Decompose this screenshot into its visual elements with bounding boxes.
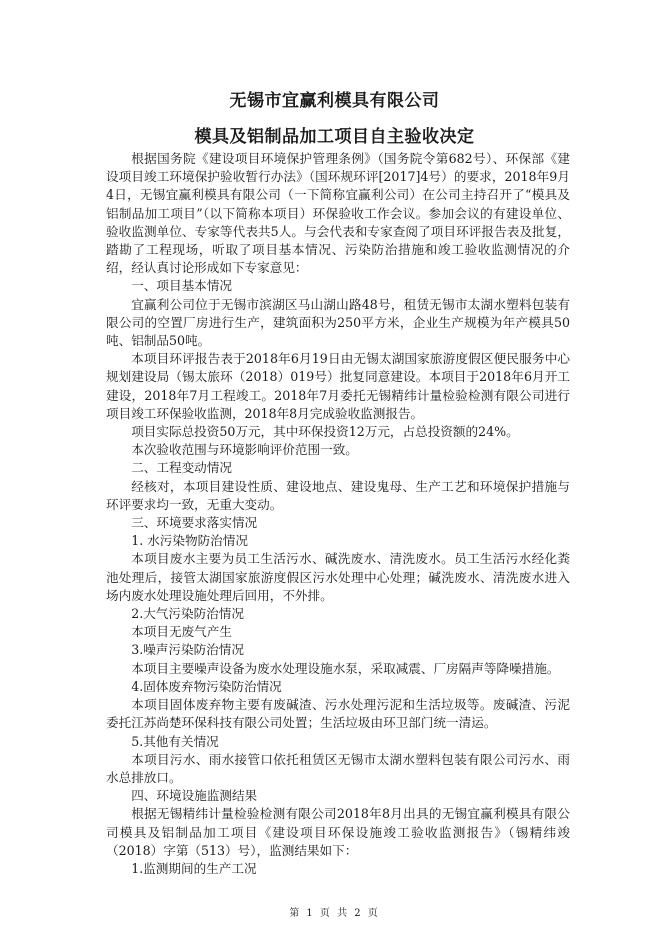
document-title: 无锡市宜赢利模具有限公司 (229, 91, 440, 111)
paragraph: 本项目主要噪声设备为废水处理设施水泵，采取减震、厂房隔声等降噪措施。 (131, 660, 560, 676)
paragraph: 4.固体废弃物污染防治情况 (131, 678, 282, 694)
paragraph: 根据无锡精纬计量检验检测有限公司2018年8月出具的无锡宜赢利模具有限公司模具及铝制品加工项目《建设项目环保设施竣工验收监测报告》（锡精纬竣（2018）字第（513）号），监测结果如下： (106, 806, 570, 858)
paragraph: 三、环境要求落实情况 (131, 515, 258, 531)
paragraph: 宜赢利公司位于无锡市滨湖区马山湖山路48号，租赁无锡市太湖水塑料包装有限公司的空置厂房进行生产，建筑面积为250平方米，企业生产规模为年产模具50吨、铝制品50吨。 (106, 296, 570, 349)
paragraph: 本次验收范围与环境影响评价范围一致。 (131, 442, 358, 458)
paragraph: 根据国务院《建设项目环境保护管理条例》（国务院令第682号）、环保部《建设项目竣工环境保护验收暂行办法》（国环规环评[2017]4号）的要求，2018年9月4日，无锡宜赢利模具有限公司（一下简称宜赢利公司）在公司主持召开了“模具及铝制品加工项目”（以下简称本项目）环保验收工作会议。参加会议的有建设单位、验收监测单位、专家等代表共5人。与会代表和专家查阅了项目环评报告表及批复，踏勘了工程现场，听取了项目基本情况、污染防治措施和竣工验收监测情况的介绍，经认真讨论形成如下专家意见： (106, 151, 570, 276)
paragraph: 5.其他有关情况 (131, 733, 219, 749)
paragraph: 1.监测期间的生产工况 (131, 860, 257, 876)
paragraph: 本项目废水主要为员工生活污水、碱洗废水、清洗废水。员工生活污水经化粪池处理后，接管太湖国家旅游度假区污水处理中心处理；碱洗废水、清洗废水进入场内废水处理设施处理后回用，不外排。 (106, 551, 570, 603)
paragraph: 项目实际总投资50万元，其中环保投资12万元，占总投资额的24%。 (131, 424, 519, 440)
paragraph: 1. 水污染物防治情况 (131, 533, 248, 549)
paragraph: 经核对，本项目建设性质、建设地点、建设鬼母、生产工艺和环境保护措施与环评要求均一致，无重大变动。 (106, 478, 570, 512)
document-subtitle: 模具及铝制品加工项目自主验收决定 (194, 127, 475, 147)
paragraph: 一、项目基本情况 (131, 278, 232, 294)
paragraph: 二、工程变动情况 (131, 460, 232, 476)
paragraph: 3.噪声污染防治情况 (131, 642, 244, 658)
paragraph: 四、环境设施监测结果 (131, 788, 258, 804)
paragraph: 本项目无废气产生 (131, 624, 232, 640)
document-body (106, 150, 570, 878)
paragraph: 2.大气污染防治情况 (131, 606, 244, 622)
paragraph: 本项目污水、雨水接管口依托租赁区无锡市太湖水塑料包装有限公司污水、雨水总排放口。 (106, 751, 570, 785)
paragraph: 本项目固体废弃物主要有废碱渣、污水处理污泥和生活垃圾等。废碱渣、污泥委托江苏尚楚环保科技有限公司处置；生活垃圾由环卫部门统一清运。 (106, 697, 570, 731)
paragraph: 本项目环评报告表于2018年6月19日由无锡太湖国家旅游度假区便民服务中心规划建设局（锡太旅环（2018）019号）批复同意建设。本项目于2018年6月开工建设，2018年7月工程竣工。2018年7月委托无锡精纬计量检验检测有限公司进行项目竣工环保验收监测，2018年8月完成验收监测报告。 (106, 351, 570, 421)
page-number: 第 1 页 共 2 页 (289, 908, 380, 919)
